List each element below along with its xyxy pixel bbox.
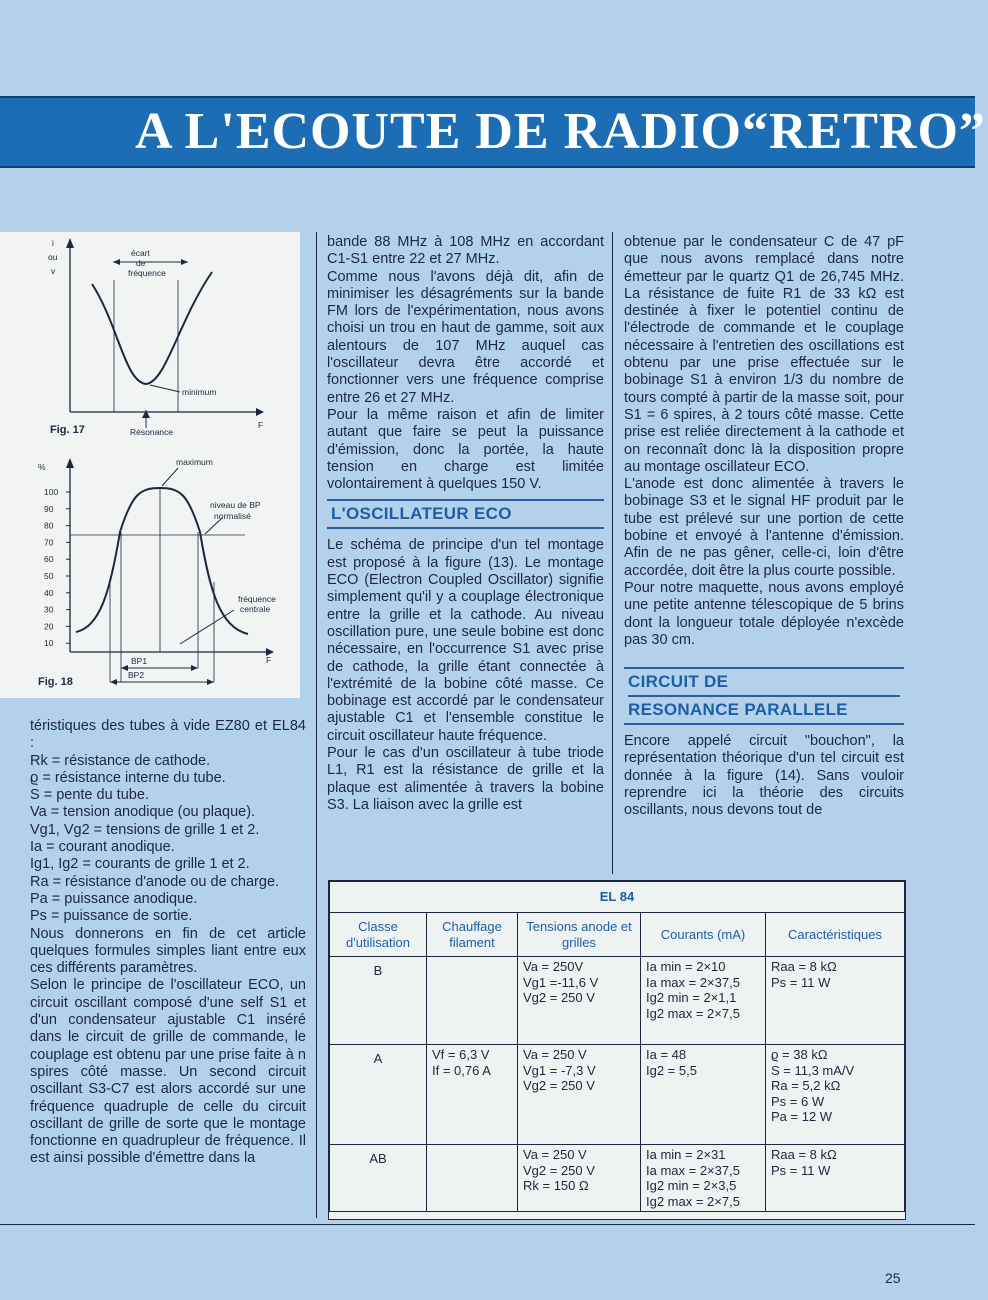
row-b-courants [641,957,766,1045]
fig18-ytick-label: 60 [44,554,54,565]
def-pa: Pa = puissance anodique. [30,890,198,907]
row-b-chauffage [427,957,518,1045]
cell-line: Ps = 11 W [771,974,831,990]
cell-line: Ps = 11 W [771,1162,831,1178]
row-b-caracteristiques [766,957,905,1045]
row-a-chauffage [427,1045,518,1145]
col2-paragraph-3: Pour la même raison et afin de limiter autant que faire se peut la puissance d'émission, donc la portée, la haute tension en charge est limitée volontairement à quelques 150 V. [327,406,604,493]
def-ps: Ps = puissance de sortie. [30,908,193,925]
fig18-bp-label-2: normalisé [214,511,251,521]
cell-line: Pa = 12 W [771,1109,833,1124]
col3-paragraph-2: L'anode est donc alimentée à travers le bobinage S3 et le signal HF produit par le tube est prélevé sur une portion de cette bobine et envoyé à l'antenne d'émission. Afin de ne pas gêner, celle-ci, loin d'être accordée, doit être la plus courte possible. [624,476,904,579]
fig18-ytick-label: 40 [44,587,54,598]
row-ab-courants [641,1145,766,1212]
fig18-ytick-label: 30 [44,604,54,615]
fig18-ytick-label: 50 [44,571,54,581]
col2-paragraph-1: bande 88 MHz à 108 MHz en accordant C1-S1 entre 22 et 27 MHz. [327,234,604,268]
column-2 [327,234,604,814]
cell-line: Va = 250V [523,959,584,974]
row-b-classe: B [330,957,427,1045]
col3-paragraph-3: Pour notre maquette, nous avons employé une petite antenne télescopique de 5 brins dont la longueur totale déployée n'excède pas 30 cm. [624,579,904,648]
cell-line: Ig2 max = 2×7,5 [646,1193,740,1209]
fig18-bp-label-1: niveau de BP [210,500,261,510]
cell-line: Vf = 6,3 V [432,1047,490,1062]
cell-line: Ig2 = 5,5 [646,1062,697,1078]
cell-line: Vg1 =-11,6 V [523,974,599,990]
table-row [330,1145,905,1212]
header-classe: Classe d'utilisation [330,913,427,957]
fig18-ytick-label: 70 [44,537,54,548]
section-heading-resonance [624,667,904,725]
fig17-ylabel-1: i [52,238,54,248]
header-courants: Courants (mA) [641,913,766,957]
cell-line: Vg2 = 250 V [523,990,595,1005]
page-number: 25 [885,1270,901,1286]
def-vg: Vg1, Vg2 = tensions de grille 1 et 2. [30,821,260,838]
cell-line: Raa = 8 kΩ [771,959,837,974]
table-row [330,957,905,1045]
row-ab-tensions [518,1145,641,1212]
row-a-courants [641,1045,766,1145]
table-row [330,1045,905,1145]
column-3 [624,234,904,820]
fig18-ytick-label: 10 [44,638,54,649]
fig17-label: Fig. 17 [50,424,85,436]
fig18-label: Fig. 18 [38,676,73,688]
column-rule-2 [612,232,613,874]
cell-line: Ig2 max = 2×7,5 [646,1005,740,1021]
fig18-bp1: BP1 [131,656,148,666]
header-tensions: Tensions anode et grilles [518,913,641,957]
fig17-ylabel-3: v [51,266,56,276]
fig18-yunit: % [38,462,46,472]
fig18-ytick-label: 80 [44,520,54,531]
col2-paragraph-5: Pour le cas d'un oscillateur à tube triode L1, R1 est la résistance de grille et la plaque est alimentée à travers la bobine S3. La liaison avec la grille est [327,745,604,813]
col1-paragraph-1: Nous donnerons en fin de cet article quelques formules simples liant entre eux ces différents paramètres. [30,925,306,977]
fig17-xlabel: F [258,420,264,430]
fig18-center-label-1: fréquence [238,594,276,604]
col1-intro: téristiques des tubes à vide EZ80 et EL84 : [30,718,306,752]
fig18-xlabel: F [266,655,272,665]
fig18-center-label-2: centrale [240,604,271,614]
el84-table [329,881,905,1212]
cell-line: Ia max = 2×37,5 [646,974,740,990]
fig17-gap-2: de [136,258,146,268]
header-chauffage: Chauffage filament [427,913,518,957]
def-va: Va = tension anodique (ou plaque). [30,804,256,821]
cell-line: Ia min = 2×31 [646,1147,726,1162]
fig18-ytick-label: 20 [44,621,54,632]
col3-paragraph-4: Encore appelé circuit "bouchon", la représentation théorique d'un tel circuit est donnée à la figure (14). Sans vouloir reprendre ici la théorie des circuits oscillants, nous devons tout de [624,733,904,819]
fig18-ytick-label: 100 [44,487,59,497]
cell-line: S = 11,3 mA/V [771,1062,855,1078]
fig17-gap-3: fréquence [128,268,166,278]
fig17-gap-1: écart [131,248,150,258]
cell-line: Ps = 6 W [771,1093,825,1109]
row-a-tensions [518,1045,641,1145]
cell-line: Vg2 = 250 V [523,1078,595,1093]
fig18 [38,457,276,688]
fig18-yticks [44,487,70,648]
fig18-ytick-label: 90 [44,503,54,514]
col2-paragraph-2: Comme nous l'avons déjà dit, afin de minimiser les désagréments sur la bande FM lors de l'expérimentation, nous avons choisi un trou en haut de gamme, soit aux alentours de 107 MHz auquel cas l'oscillateur devra être accordé et fonctionner vers une fréquence comprise entre 26 et 27 MHz. [327,268,604,406]
def-ra: Ra = résistance d'anode ou de charge. [30,873,280,890]
cell-line: Va = 250 V [523,1047,587,1062]
col2-paragraph-4: Le schéma de principe d'un tel montage est proposé à la figure (13). Le montage ECO (Electron Coupled Oscillator) signifie simplement qu'il y a couplage électronique entre la grille et la cathode. Au niveau oscillation pure, une seule bobine est donc nécessaire, en l'occurrence S1 avec prise de cathode, la grille étant connectée à l'extrémité de la bobine côté masse. Ce bobinage est accordé par le condensateur ajustable C1 et l'ensemble constitue le circuit oscillateur haute fréquence. [327,537,604,744]
def-ig: Ig1, Ig2 = courants de grille 1 et 2. [30,856,250,873]
section-heading-oscillateur: L'OSCILLATEUR ECO [327,499,604,529]
def-rk: Rk = résistance de cathode. [30,752,211,769]
cell-line: Ia = 48 [646,1047,687,1062]
fig17-resonance-label: Résonance [130,427,174,437]
fig17-ylabel-2: ou [48,252,58,262]
table-title: EL 84 [330,882,905,913]
column-1 [30,718,306,1168]
col1-paragraph-2: Selon le principe de l'oscillateur ECO, un circuit oscillant composé d'une self S1 et d'un condensateur ajustable C1 inséré dans le circuit de grille de commande, le couplage est obtenu par une prise faite à n spires côté masse. Un second circuit oscillant S3-C7 est alors accordé sur une fréquence quadruple de celle du circuit oscillant de grille de sorte que le montage fonctionne en quadrupleur de fréquence. Il est ainsi possible d'émettre dans la [30,977,306,1167]
def-ia: Ia = courant anodique. [30,839,175,856]
row-a-caracteristiques [766,1045,905,1145]
def-rho: ϱ = résistance interne du tube. [30,769,226,786]
column-rule-1 [316,232,317,1218]
row-ab-classe: AB [330,1145,427,1212]
header-caracteristiques: Caractéristiques [766,913,905,957]
bottom-rule [0,1224,975,1225]
el84-table-box [328,880,906,1220]
cell-line: Ig2 min = 2×3,5 [646,1178,737,1193]
row-ab-caracteristiques [766,1145,905,1212]
figures-svg [0,232,300,698]
def-s: S = pente du tube. [30,787,149,804]
row-a-classe: A [330,1045,427,1145]
col3-paragraph-1: obtenue par le condensateur C de 47 pF que nous avons remplacé dans notre émetteur par le quartz Q1 de 26,745 MHz. La résistance de fuite R1 de 33 kΩ est destinée à fixer le potentiel continu de l'électrode de commande et le couplage nécessaire à l'entretien des oscillations est obtenu par une prise effectuée sur le bobinage S1 à environ 1/3 du nombre de tours compté à partir de la masse soit, pour S1 = 6 spires, à 2 tours côté masse. Cette prise est reliée directement à la cathode et on reconnaît donc là la disposition propre au montage oscillateur ECO. [624,234,904,475]
section-heading-resonance-line1: CIRCUIT DE [628,672,729,692]
cell-line: If = 0,76 A [432,1062,491,1078]
page-title: A L'ECOUTE DE RADIO“RETRO” [135,103,986,160]
cell-line: Rk = 150 Ω [523,1178,589,1193]
fig17 [48,238,264,437]
cell-line: Ra = 5,2 kΩ [771,1078,841,1093]
fig18-max-label: maximum [176,457,213,467]
figures-panel [0,232,300,698]
cell-line: Ia max = 2×37,5 [646,1162,740,1178]
fig17-min-label: minimum [182,387,217,397]
definition-list [30,753,306,926]
cell-line: ϱ = 38 kΩ [771,1047,828,1062]
cell-line: Vg2 = 250 V [523,1162,595,1178]
cell-line: Ia min = 2×10 [646,959,726,974]
section-heading-resonance-line2: RESONANCE PARALLELE [628,695,900,723]
cell-line: Raa = 8 kΩ [771,1147,837,1162]
cell-line: Va = 250 V [523,1147,587,1162]
cell-line: Ig2 min = 2×1,1 [646,990,737,1005]
title-banner [0,96,986,168]
row-b-tensions [518,957,641,1045]
row-ab-chauffage [427,1145,518,1212]
cell-line: Vg1 = -7,3 V [523,1062,596,1078]
fig18-bp2: BP2 [128,670,145,680]
